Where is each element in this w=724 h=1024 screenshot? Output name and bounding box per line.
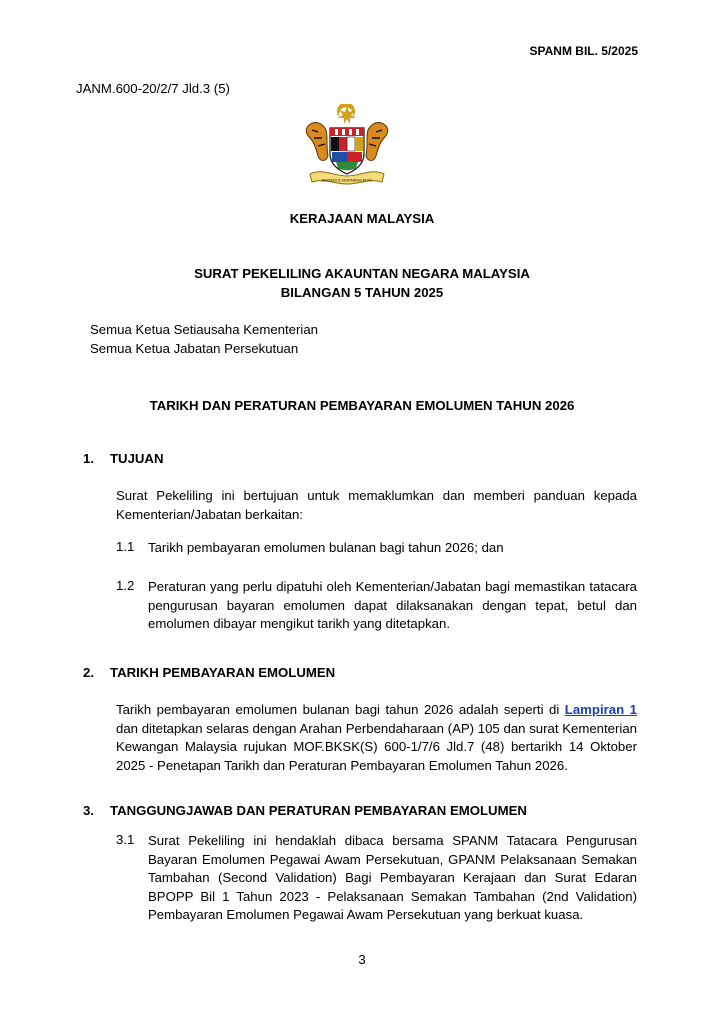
svg-text:BERSEKUTU BERTAMBAH MUTU: BERSEKUTU BERTAMBAH MUTU [321, 178, 373, 183]
section-number: 1. [83, 451, 94, 466]
left-tiger-icon [306, 123, 328, 161]
section-paragraph: Surat Pekeliling ini bertujuan untuk memaklumkan dan memberi panduan kepada Kementerian/Jabatan berkaitan: [116, 488, 637, 522]
item-number: 1.1 [116, 539, 135, 554]
lampiran-1-link[interactable]: Lampiran 1 [564, 702, 637, 717]
government-title: KERAJAAN MALAYSIA [289, 211, 435, 226]
section-number: 2. [83, 665, 94, 680]
page-number: 3 [358, 952, 366, 967]
recipient-line: Semua Ketua Jabatan Persekutuan [90, 341, 299, 356]
reference-number: JANM.600-20/2/7 Jld.3 (5) [76, 81, 230, 96]
malaysia-coat-of-arms-emblem [300, 104, 394, 190]
item-text: Tarikh pembayaran emolumen bulanan bagi tahun 2026; dan [148, 540, 504, 555]
item-number: 3.1 [116, 832, 135, 847]
item-number: 1.2 [116, 578, 135, 593]
section-heading: TANGGUNGJAWAB DAN PERATURAN PEMBAYARAN EMOLUMEN [110, 803, 527, 818]
circular-number: BILANGAN 5 TAHUN 2025 [280, 285, 444, 300]
document-code: SPANM BIL. 5/2025 [529, 44, 638, 58]
section-heading: TUJUAN [110, 451, 164, 466]
subject-heading: TARIKH DAN PERATURAN PEMBAYARAN EMOLUMEN TAHUN 2026 [149, 398, 575, 413]
item-text: Peraturan yang perlu dipatuhi oleh Kementerian/Jabatan bagi memastikan tatacara pengurusan bayaran emolumen dapat dilaksanakan dengan tepat, betul dan emolumen dibayar mengikut tarikh yang ditetapkan. [148, 579, 637, 631]
section-paragraph: Tarikh pembayaran emolumen bulanan bagi tahun 2026 adalah seperti di Lampiran 1 dan ditetapkan selaras dengan Arahan Perbendaharaan (AP) 105 dan surat Kementerian Kewangan Malaysia rujukan MOF.BKSK(S) 600-1/7/6 Jld.7 (48) bertarikh 14 Oktober 2025 - Penetapan Tarikh dan Peraturan Pembayaran Emolumen Tahun 2026. [116, 702, 637, 773]
right-tiger-icon [366, 123, 388, 161]
recipient-line: Semua Ketua Setiausaha Kementerian [90, 322, 318, 337]
section-heading: TARIKH PEMBAYARAN EMOLUMEN [110, 665, 336, 680]
item-text: Surat Pekeliling ini hendaklah dibaca bersama SPANM Tatacara Pengurusan Bayaran Emolumen Pegawai Awam Persekutuan, GPANM Pelaksanaan Semakan Tambahan (Second Validation) Bagi Pembayaran Kerajaan dan Surat Edaran BPOPP Bil 1 Tahun 2023 - Pelaksanaan Semakan Tambahan (2nd Validation) Pembayaran Emolumen Pegawai Awam Persekutuan yang berkuat kuasa. [148, 833, 637, 922]
circular-title: SURAT PEKELILING AKAUNTAN NEGARA MALAYSIA [194, 266, 530, 281]
section-number: 3. [83, 803, 94, 818]
